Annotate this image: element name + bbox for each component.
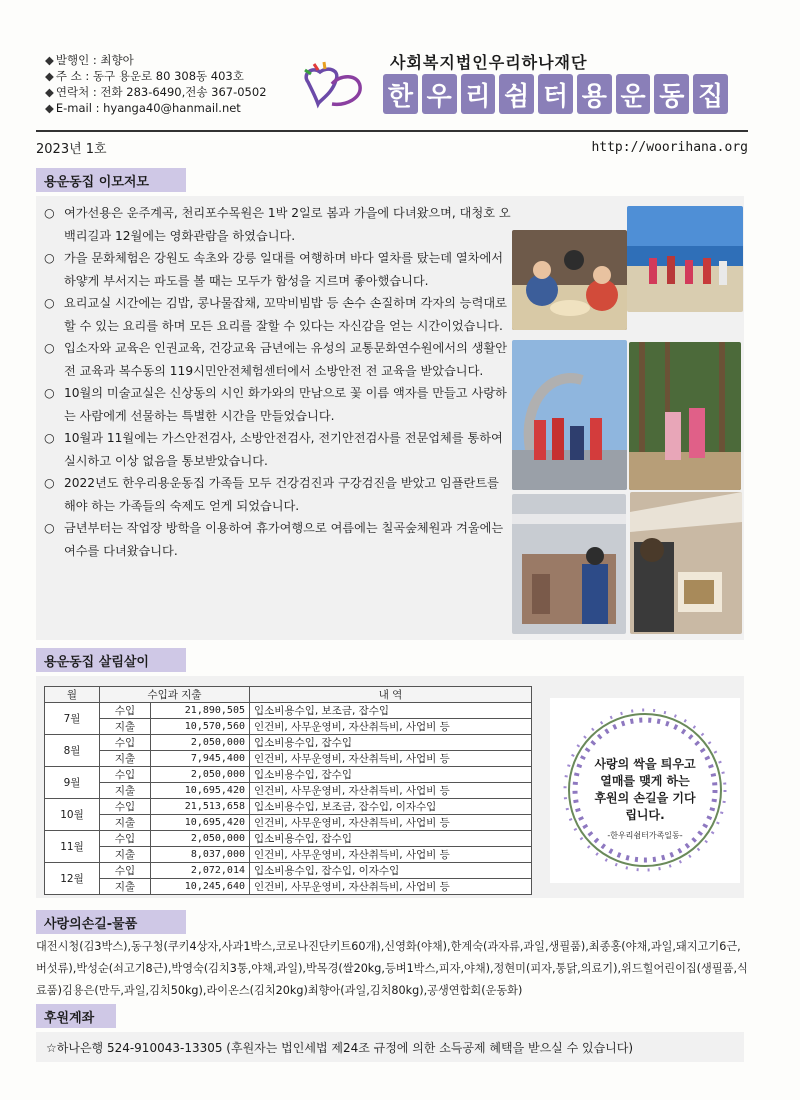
title-char: 집 — [693, 74, 728, 114]
photo-cooking-class — [512, 230, 627, 330]
table-row: 지출 10,570,560 인건비, 사무운영비, 자산취득비, 사업비 등 — [45, 719, 532, 735]
org-subtitle: 사회복지법인우리하나재단 — [390, 53, 588, 72]
photo-forest-walk — [629, 342, 741, 490]
photo-group-sculpture — [512, 340, 627, 490]
table-row: 지출 10,695,420 인건비, 사무운영비, 자산취득비, 사업비 등 — [45, 815, 532, 831]
title-char: 운 — [616, 74, 651, 114]
table-header-row — [45, 687, 532, 703]
issue-bar — [36, 130, 748, 162]
title-char: 리 — [461, 74, 496, 114]
news-item: ○ 가을 문화체험은 강원도 속초와 강릉 일대를 여행하며 바다 열차를 탔는데 열차에서 하얗게 부서지는 파도를 볼 때는 모두가 함성을 지르며 좋아했습니다. — [44, 247, 514, 292]
table-header: 월 — [45, 687, 100, 703]
table-row: 지출 8,037,000 인건비, 사무운영비, 자산취득비, 사업비 등 — [45, 847, 532, 863]
news-item: ○ 요리교실 시간에는 김밥, 콩나물잡채, 꼬막비빔밥 등 손수 손질하며 각자의 능력대로 할 수 있는 요리를 하며 모든 요리를 잘할 수 있다는 자신감을 얻는 시간이었습니다. — [44, 292, 514, 337]
news-item: ○ 여가선용은 운주계곡, 천리포수목원은 1박 2일로 봄과 가을에 다녀왔으며, 대청호 오백리길과 12월에는 영화관람을 하였습니다. — [44, 202, 514, 247]
section-heading-account: 후원계좌 — [36, 1004, 116, 1028]
table-row: 7월 수입 21,890,505 입소비용수입, 보조금, 잡수입 — [45, 703, 532, 719]
table-row: 9월 수입 2,050,000 입소비용수입, 잡수입 — [45, 767, 532, 783]
month-cell: 10월 — [45, 799, 100, 831]
address: 동구 용운로 80 308동 403호 — [92, 69, 244, 83]
website-link[interactable]: http://woorihana.org — [591, 139, 748, 155]
table-row: 10월 수입 21,513,658 입소비용수입, 보조금, 잡수입, 이자수입 — [45, 799, 532, 815]
publisher-name: 최향아 — [100, 53, 134, 67]
news-item: ○ 10월과 11월에는 가스안전검사, 소방안전검사, 전기안전검사를 전문업체를 통하여 실시하고 이상 없음을 통보받았습니다. — [44, 427, 514, 472]
info-line: ◆ 주 소 : 동구 용운로 80 308동 403호 — [45, 69, 244, 83]
table-row: 지출 10,695,420 인건비, 사무운영비, 자산취득비, 사업비 등 — [45, 783, 532, 799]
budget-table — [44, 686, 532, 895]
table-header: 수입과 지출 — [100, 687, 250, 703]
title-char: 동 — [654, 74, 689, 114]
info-line: ◆ 발행인 : 최향아 — [45, 53, 134, 67]
contact: 전화 283-6490,전송 367-0502 — [100, 85, 267, 99]
foundation-logo — [298, 60, 376, 110]
title-char: 터 — [538, 74, 573, 114]
news-list — [44, 202, 514, 562]
title-char: 쉼 — [499, 74, 534, 114]
section-heading-donations: 사랑의손길-물품 — [36, 910, 186, 934]
table-row: 11월 수입 2,050,000 입소비용수입, 잡수입 — [45, 831, 532, 847]
wreath-signature: -한우리쉼터가족일동- — [607, 831, 683, 840]
donation-wreath-card — [550, 698, 740, 883]
publisher-info — [45, 52, 267, 116]
table-row: 8월 수입 2,050,000 입소비용수입, 잡수입 — [45, 735, 532, 751]
news-item: ○ 10월의 미술교실은 신상동의 시인 화가와의 만남으로 꽃 이름 액자를 만들고 사랑하는 사람에게 선물하는 특별한 시간을 만들었습니다. — [44, 382, 514, 427]
title-char: 우 — [422, 74, 457, 114]
info-line: ◆ 연락처 : 전화 283-6490,전송 367-0502 — [45, 85, 267, 99]
issue-number: 2023년 1호 — [36, 141, 107, 157]
info-line: ◆ E-mail : hyanga40@hanmail.net — [45, 101, 241, 115]
email[interactable]: hyanga40@hanmail.net — [103, 101, 241, 115]
month-cell: 8월 — [45, 735, 100, 767]
photo-art-class — [630, 492, 742, 634]
table-row: 12월 수입 2,072,014 입소비용수입, 잡수입, 이자수입 — [45, 863, 532, 879]
photo-beach-trip — [627, 206, 743, 312]
news-item: ○ 2022년도 한우리용운동집 가족들 모두 건강검진과 구강검진을 받았고 임플란트를 해야 하는 가족들의 숙제도 얻게 되었습니다. — [44, 472, 514, 517]
table-header: 내 역 — [250, 687, 532, 703]
section-heading-budget: 용운동집 살림살이 — [36, 648, 186, 672]
donor-list: 대전시청(김3박스),동구청(쿠키4상자,사과1박스,코로나진단키트60개),신영화(야채),한계숙(과자류,과일,생필품),최종홍(야채,과일,돼지고기6근,버섯류),박성순(쇠고기8근),박영숙(김치3통,야채,과일),박목경(쌀20kg,등벼1박스,피자,야채),정현미(피자,통닭,의료기),위드힐어린이집(생필품,식료품)김용은(만두,과일,김치50kg),라이온스(김치20kg)최향아(과일,김치80kg),공생연합회(운동화) — [36, 940, 748, 997]
month-cell: 7월 — [45, 703, 100, 735]
table-row: 지출 7,945,400 인건비, 사무운영비, 자산취득비, 사업비 등 — [45, 751, 532, 767]
title-char: 용 — [577, 74, 612, 114]
news-item: ○ 금년부터는 작업장 방학을 이용하여 휴가여행으로 여름에는 칠곡숲체원과 겨울에는 여수를 다녀왔습니다. — [44, 517, 514, 562]
month-cell: 9월 — [45, 767, 100, 799]
month-cell: 12월 — [45, 863, 100, 895]
wreath-message: 사랑의 싹을 틔우고 열매를 맺게 하는 후원의 손길을 기다 립니다. — [594, 757, 696, 822]
news-item: ○ 입소자와 교육은 인권교육, 건강교육 금년에는 유성의 교통문화연수원에서의 생활안전 교육과 복수동의 119시민안전체험센터에서 소방안전 전 교육을 받았습니다. — [44, 337, 514, 382]
bank-account-info: ☆하나은행 524-910043-13305 (후원자는 법인세법 제24조 규정에 의한 소득공제 혜택을 받으실 수 있습니다) — [36, 1032, 744, 1062]
table-row: 지출 10,245,640 인건비, 사무운영비, 자산취득비, 사업비 등 — [45, 879, 532, 895]
newsletter-title — [383, 74, 728, 114]
title-char: 한 — [383, 74, 418, 114]
month-cell: 11월 — [45, 831, 100, 863]
photo-safety-education — [512, 494, 626, 634]
section-heading-news: 용운동집 이모저모 — [36, 168, 186, 192]
